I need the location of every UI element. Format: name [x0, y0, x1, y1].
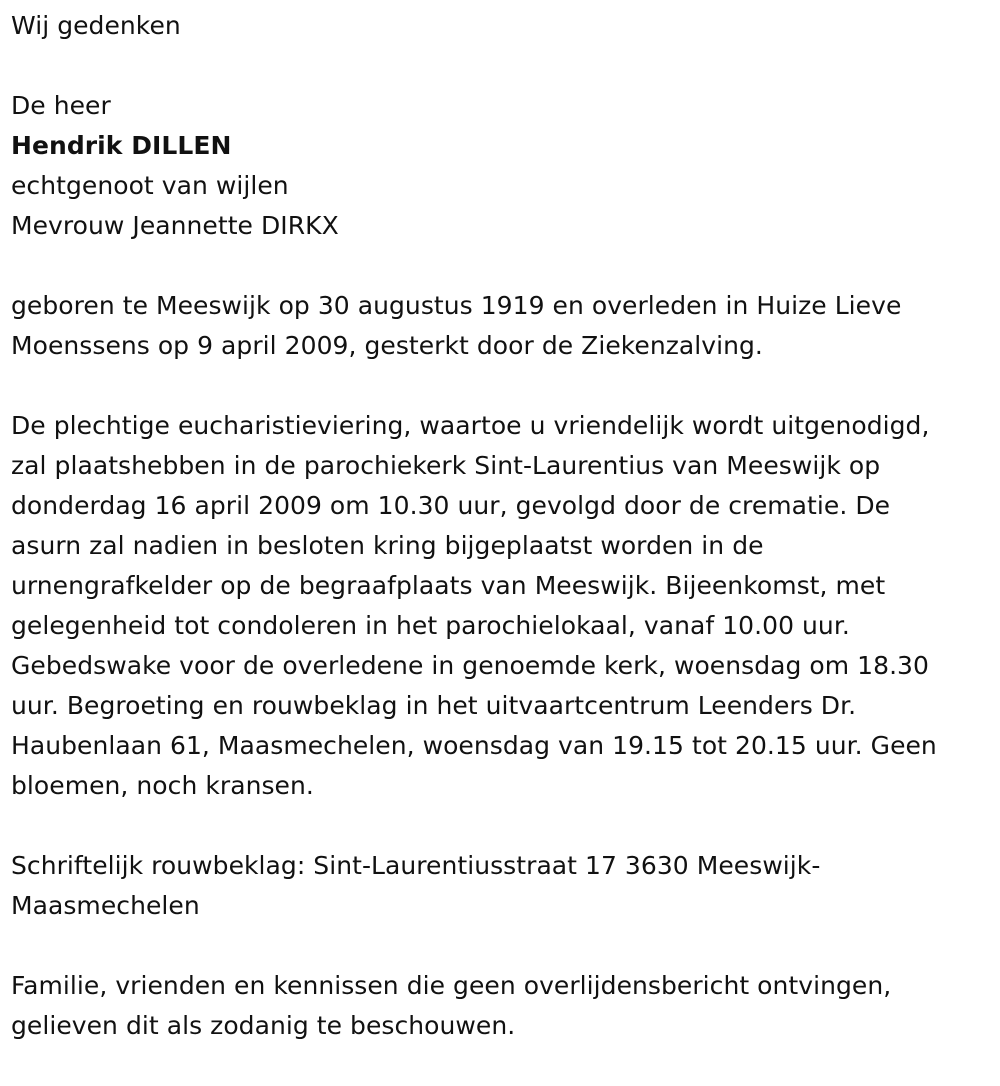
paragraph-line: Familie, vrienden en kennissen die geen overlijdensbericht ontvingen, — [11, 971, 892, 1000]
paragraph-line: uur. Begroeting en rouwbeklag in het uitvaartcentrum Leenders Dr. — [11, 691, 857, 720]
spacer — [11, 366, 990, 406]
paragraph-line: gelegenheid tot condoleren in het parochielokaal, vanaf 10.00 uur. — [11, 611, 850, 640]
paragraph-line: bloemen, noch kransen. — [11, 771, 314, 800]
spacer — [11, 806, 990, 846]
spouse-name: Mevrouw Jeannette DIRKX — [11, 211, 339, 240]
relation-text: echtgenoot van wijlen — [11, 171, 289, 200]
title-prefix: De heer — [11, 91, 111, 120]
intro-text: Wij gedenken — [11, 11, 181, 40]
spacer — [11, 246, 990, 286]
paragraph-line: Schriftelijk rouwbeklag: Sint-Laurentiusstraat 17 3630 Meeswijk- — [11, 851, 821, 880]
paragraph-line: gelieven dit als zodanig te beschouwen. — [11, 1011, 516, 1040]
paragraph-line: Moenssens op 9 april 2009, gesterkt door de Ziekenzalving. — [11, 331, 763, 360]
paragraph-line: De plechtige eucharistieviering, waartoe u vriendelijk wordt uitgenodigd, — [11, 411, 930, 440]
paragraph-line: geboren te Meeswijk op 30 augustus 1919 en overleden in Huize Lieve — [11, 291, 902, 320]
spacer — [11, 926, 990, 966]
paragraph-line: urnengrafkelder op de begraafplaats van Meeswijk. Bijeenkomst, met — [11, 571, 886, 600]
closing-paragraph — [11, 966, 990, 1046]
birth-death-paragraph — [11, 286, 990, 366]
deceased-name: Hendrik DILLEN — [11, 131, 232, 160]
address-paragraph — [11, 846, 990, 926]
paragraph-line: asurn zal nadien in besloten kring bijgeplaatst worden in de — [11, 531, 764, 560]
paragraph-line: donderdag 16 april 2009 om 10.30 uur, gevolgd door de crematie. De — [11, 491, 891, 520]
paragraph-line: Gebedswake voor de overledene in genoemde kerk, woensdag om 18.30 — [11, 651, 929, 680]
paragraph-line: zal plaatshebben in de parochiekerk Sint-Laurentius van Meeswijk op — [11, 451, 881, 480]
ceremony-paragraph — [11, 406, 990, 806]
spacer — [11, 46, 990, 86]
paragraph-line: Maasmechelen — [11, 891, 200, 920]
paragraph-line: Haubenlaan 61, Maasmechelen, woensdag van 19.15 tot 20.15 uur. Geen — [11, 731, 937, 760]
